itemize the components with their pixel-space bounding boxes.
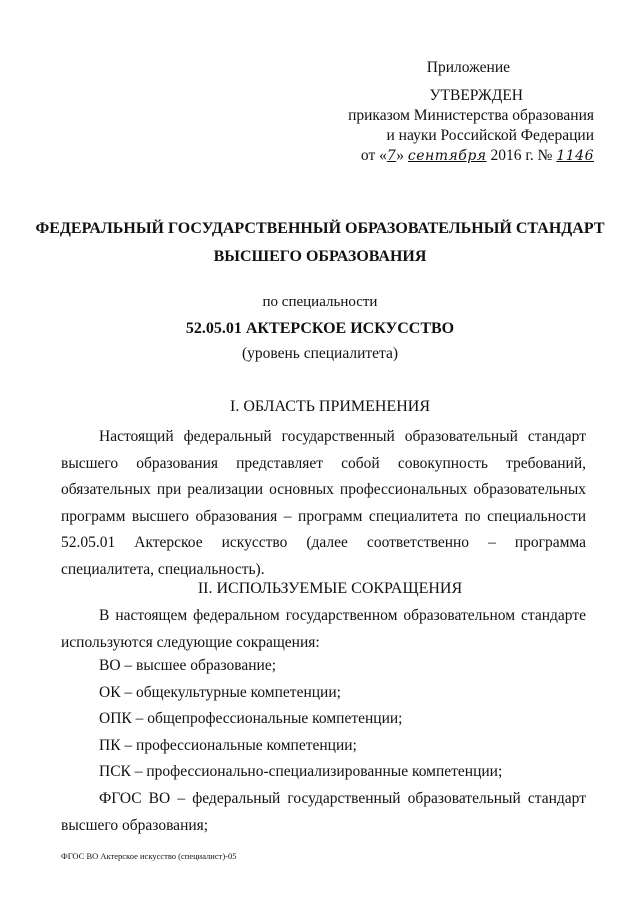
date-day: 7: [386, 148, 397, 164]
title-line-2: ВЫСШЕГО ОБРАЗОВАНИЯ: [213, 248, 427, 265]
date-month: сентября: [407, 148, 487, 164]
list-item: ВО – высшее образование;: [99, 657, 277, 674]
list-item: ОПК – общепрофессиональные компетенции;: [99, 710, 403, 727]
section-1-text: Настоящий федеральный государственный образовательный стандарт высшего образования представляет собой совокупность требований, обязательных при реализации основных профессиональных образовательных программ высшего образования – программ специалитета по специальности 52.05.01 Актерское искусство (далее соответственно – программа специалитета, специальность).: [61, 428, 586, 578]
section-2-intro: В настоящем федеральном государственном образовательном стандарте используются следующие сокращения:: [61, 607, 586, 651]
date-mid: »: [396, 147, 408, 164]
title-line-1: ФЕДЕРАЛЬНЫЙ ГОСУДАРСТВЕННЫЙ ОБРАЗОВАТЕЛЬНЫЙ СТАНДАРТ: [35, 220, 605, 237]
section-1-title: I. ОБЛАСТЬ ПРИМЕНЕНИЯ: [229, 398, 431, 415]
page-footer: ФГОС ВО Актерское искусство (специалист)-05: [61, 851, 237, 861]
date-year: 2016 г. №: [486, 147, 557, 164]
list-item: ОК – общекультурные компетенции;: [99, 684, 341, 701]
order-number: 1146: [556, 148, 594, 164]
approval-block: [264, 58, 594, 166]
list-item: ПК – профессиональные компетенции;: [99, 737, 357, 754]
specialty-level: (уровень специалитета): [241, 345, 399, 362]
approval-line-1: приказом Министерства образования: [348, 107, 594, 124]
approved-label: УТВЕРЖДЕН: [429, 87, 523, 104]
specialty-code: 52.05.01 АКТЕРСКОЕ ИСКУССТВО: [185, 320, 455, 337]
list-item: ФГОС ВО – федеральный государственный образовательный стандарт высшего образования;: [61, 790, 586, 834]
date-prefix: от «: [360, 147, 387, 164]
approval-line-2: и науки Российской Федерации: [386, 127, 594, 144]
document-title: [0, 215, 640, 271]
section-2-title: II. ИСПОЛЬЗУЕМЫЕ СОКРАЩЕНИЯ: [197, 580, 463, 597]
approval-date-line: [264, 146, 594, 166]
appendix-label: Приложение: [426, 59, 510, 76]
list-item: ПСК – профессионально-специализированные компетенции;: [99, 763, 503, 780]
specialty-prefix: по специальности: [262, 294, 378, 310]
